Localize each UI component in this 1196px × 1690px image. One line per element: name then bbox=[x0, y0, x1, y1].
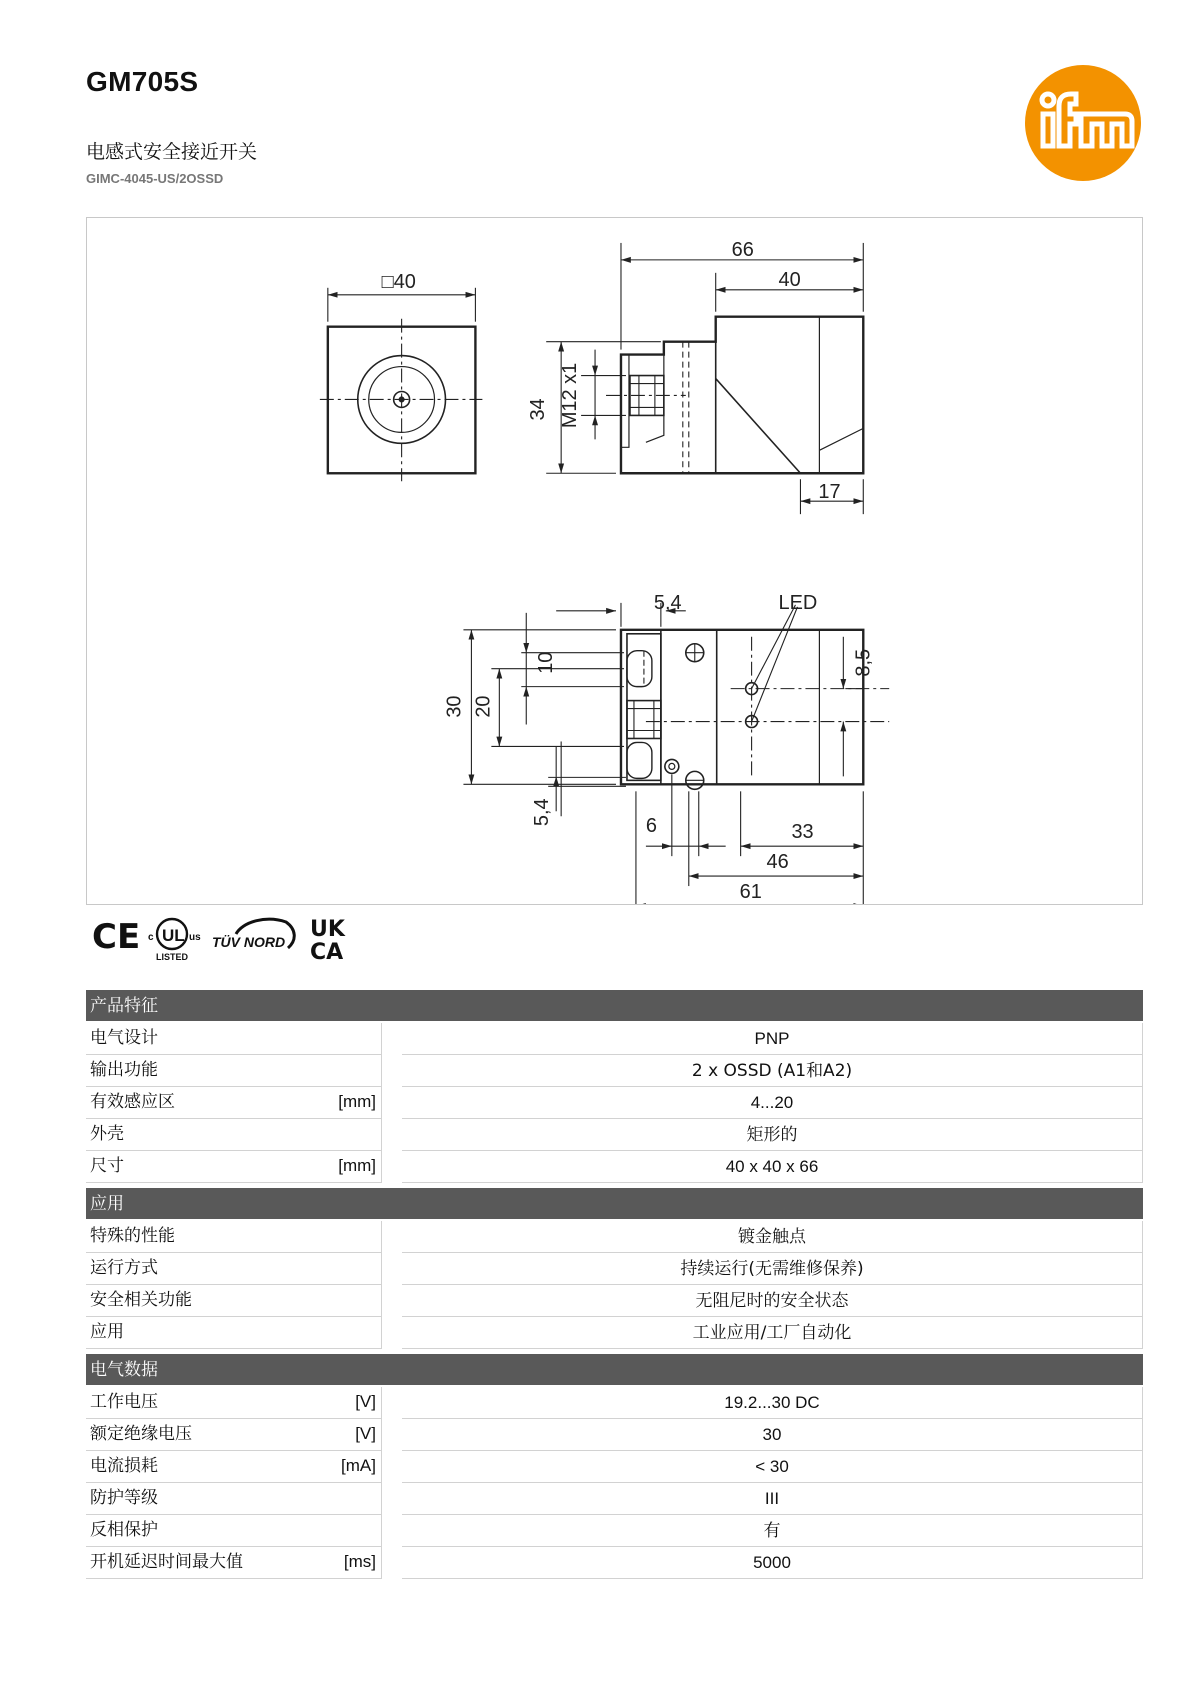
dim-label-20: 20 bbox=[472, 695, 495, 718]
svg-text:LISTED: LISTED bbox=[156, 952, 189, 962]
spec-value: < 30 bbox=[402, 1451, 1143, 1483]
spec-label: 工作电压 [V] bbox=[86, 1387, 382, 1419]
product-subtitle: 电感式安全接近开关 bbox=[86, 141, 258, 163]
spec-label: 额定绝缘电压 [V] bbox=[86, 1419, 382, 1451]
ce-mark-icon bbox=[92, 917, 140, 957]
section-product-features bbox=[86, 990, 1143, 1183]
table-row bbox=[86, 1515, 1143, 1547]
dim-label-10: 10 bbox=[535, 651, 558, 674]
dimension-drawing-svg bbox=[87, 218, 1142, 904]
spec-value: 19.2...30 DC bbox=[402, 1387, 1143, 1419]
table-row bbox=[86, 1119, 1143, 1151]
article-code: GIMC-4045-US/2OSSD bbox=[86, 171, 224, 186]
svg-text:CA: CA bbox=[310, 940, 344, 962]
spec-value: PNP bbox=[402, 1023, 1143, 1055]
table-row bbox=[86, 1285, 1143, 1317]
table-row bbox=[86, 1451, 1143, 1483]
spec-label: 尺寸 [mm] bbox=[86, 1151, 382, 1183]
top-view-outline bbox=[621, 630, 863, 785]
spec-label: 运行方式 bbox=[86, 1253, 382, 1285]
ukca-mark-icon bbox=[310, 917, 346, 962]
spec-value: 有 bbox=[402, 1515, 1143, 1547]
svg-text:us: us bbox=[189, 932, 201, 943]
spec-value: 4...20 bbox=[402, 1087, 1143, 1119]
table-row bbox=[86, 1253, 1143, 1285]
spec-value: 30 bbox=[402, 1419, 1143, 1451]
dim-label-40: 40 bbox=[778, 268, 801, 291]
dimension-drawing bbox=[86, 217, 1143, 905]
table-row bbox=[86, 1151, 1143, 1183]
spec-value: 40 x 40 x 66 bbox=[402, 1151, 1143, 1183]
svg-text:CE: CE bbox=[92, 917, 141, 957]
section-header: 产品特征 bbox=[86, 990, 1143, 1021]
dim-label-6: 6 bbox=[645, 815, 658, 838]
spec-label: 开机延迟时间最大值 [ms] bbox=[86, 1547, 382, 1579]
dim-label-66: 66 bbox=[731, 238, 754, 261]
spec-label: 有效感应区 [mm] bbox=[86, 1087, 382, 1119]
dim-label-5-4-top: 5,4 bbox=[653, 591, 682, 614]
certification-marks bbox=[86, 912, 386, 962]
dim-label-30: 30 bbox=[443, 695, 466, 718]
led-label: LED bbox=[778, 591, 818, 614]
table-row bbox=[86, 1547, 1143, 1579]
ifm-logo bbox=[1024, 64, 1142, 182]
section-header: 应用 bbox=[86, 1188, 1143, 1219]
ul-listed-icon bbox=[148, 919, 201, 962]
table-row bbox=[86, 1483, 1143, 1515]
spec-label: 输出功能 bbox=[86, 1055, 382, 1087]
dim-label-m12: M12 x1 bbox=[559, 362, 582, 429]
spec-value: 矩形的 bbox=[402, 1119, 1143, 1151]
section-electrical-data bbox=[86, 1354, 1143, 1579]
spec-label: 外壳 bbox=[86, 1119, 382, 1151]
spec-value: 持续运行(无需维修保养) bbox=[402, 1253, 1143, 1285]
svg-text:UL: UL bbox=[162, 926, 185, 945]
spec-label: 防护等级 bbox=[86, 1483, 382, 1515]
spec-value: 5000 bbox=[402, 1547, 1143, 1579]
dim-label-33: 33 bbox=[791, 821, 814, 844]
table-row bbox=[86, 1317, 1143, 1349]
table-row bbox=[86, 1387, 1143, 1419]
section-header: 电气数据 bbox=[86, 1354, 1143, 1385]
table-row bbox=[86, 1055, 1143, 1087]
dim-label-46: 46 bbox=[766, 851, 789, 874]
svg-text:TÜV NORD: TÜV NORD bbox=[212, 934, 286, 950]
spec-label: 反相保护 bbox=[86, 1515, 382, 1547]
dim-label-8-5: 8,5 bbox=[852, 648, 875, 677]
tuv-nord-icon bbox=[212, 919, 294, 950]
table-row bbox=[86, 1221, 1143, 1253]
dim-label-61: 61 bbox=[739, 881, 762, 904]
section-application bbox=[86, 1188, 1143, 1349]
svg-text:c: c bbox=[148, 932, 154, 943]
spec-value: 镀金触点 bbox=[402, 1221, 1143, 1253]
dim-label-40-square: □40 bbox=[381, 270, 416, 293]
spec-label: 应用 bbox=[86, 1317, 382, 1349]
spec-label: 安全相关功能 bbox=[86, 1285, 382, 1317]
dim-label-34: 34 bbox=[527, 398, 550, 421]
table-row bbox=[86, 1087, 1143, 1119]
table-row bbox=[86, 1023, 1143, 1055]
dim-label-17: 17 bbox=[818, 481, 841, 504]
spec-label: 特殊的性能 bbox=[86, 1221, 382, 1253]
svg-text:UK: UK bbox=[310, 917, 345, 942]
spec-value: 工业应用/工厂自动化 bbox=[402, 1317, 1143, 1349]
spec-value: III bbox=[402, 1483, 1143, 1515]
specification-tables bbox=[86, 990, 1143, 1579]
spec-value: 无阻尼时的安全状态 bbox=[402, 1285, 1143, 1317]
spec-label: 电流损耗 [mA] bbox=[86, 1451, 382, 1483]
product-title: GM705S bbox=[86, 66, 199, 97]
spec-value: 2 x OSSD (A1和A2) bbox=[402, 1055, 1143, 1087]
dim-label-5-4-bottom: 5,4 bbox=[531, 798, 554, 827]
table-row bbox=[86, 1419, 1143, 1451]
spec-label: 电气设计 bbox=[86, 1023, 382, 1055]
